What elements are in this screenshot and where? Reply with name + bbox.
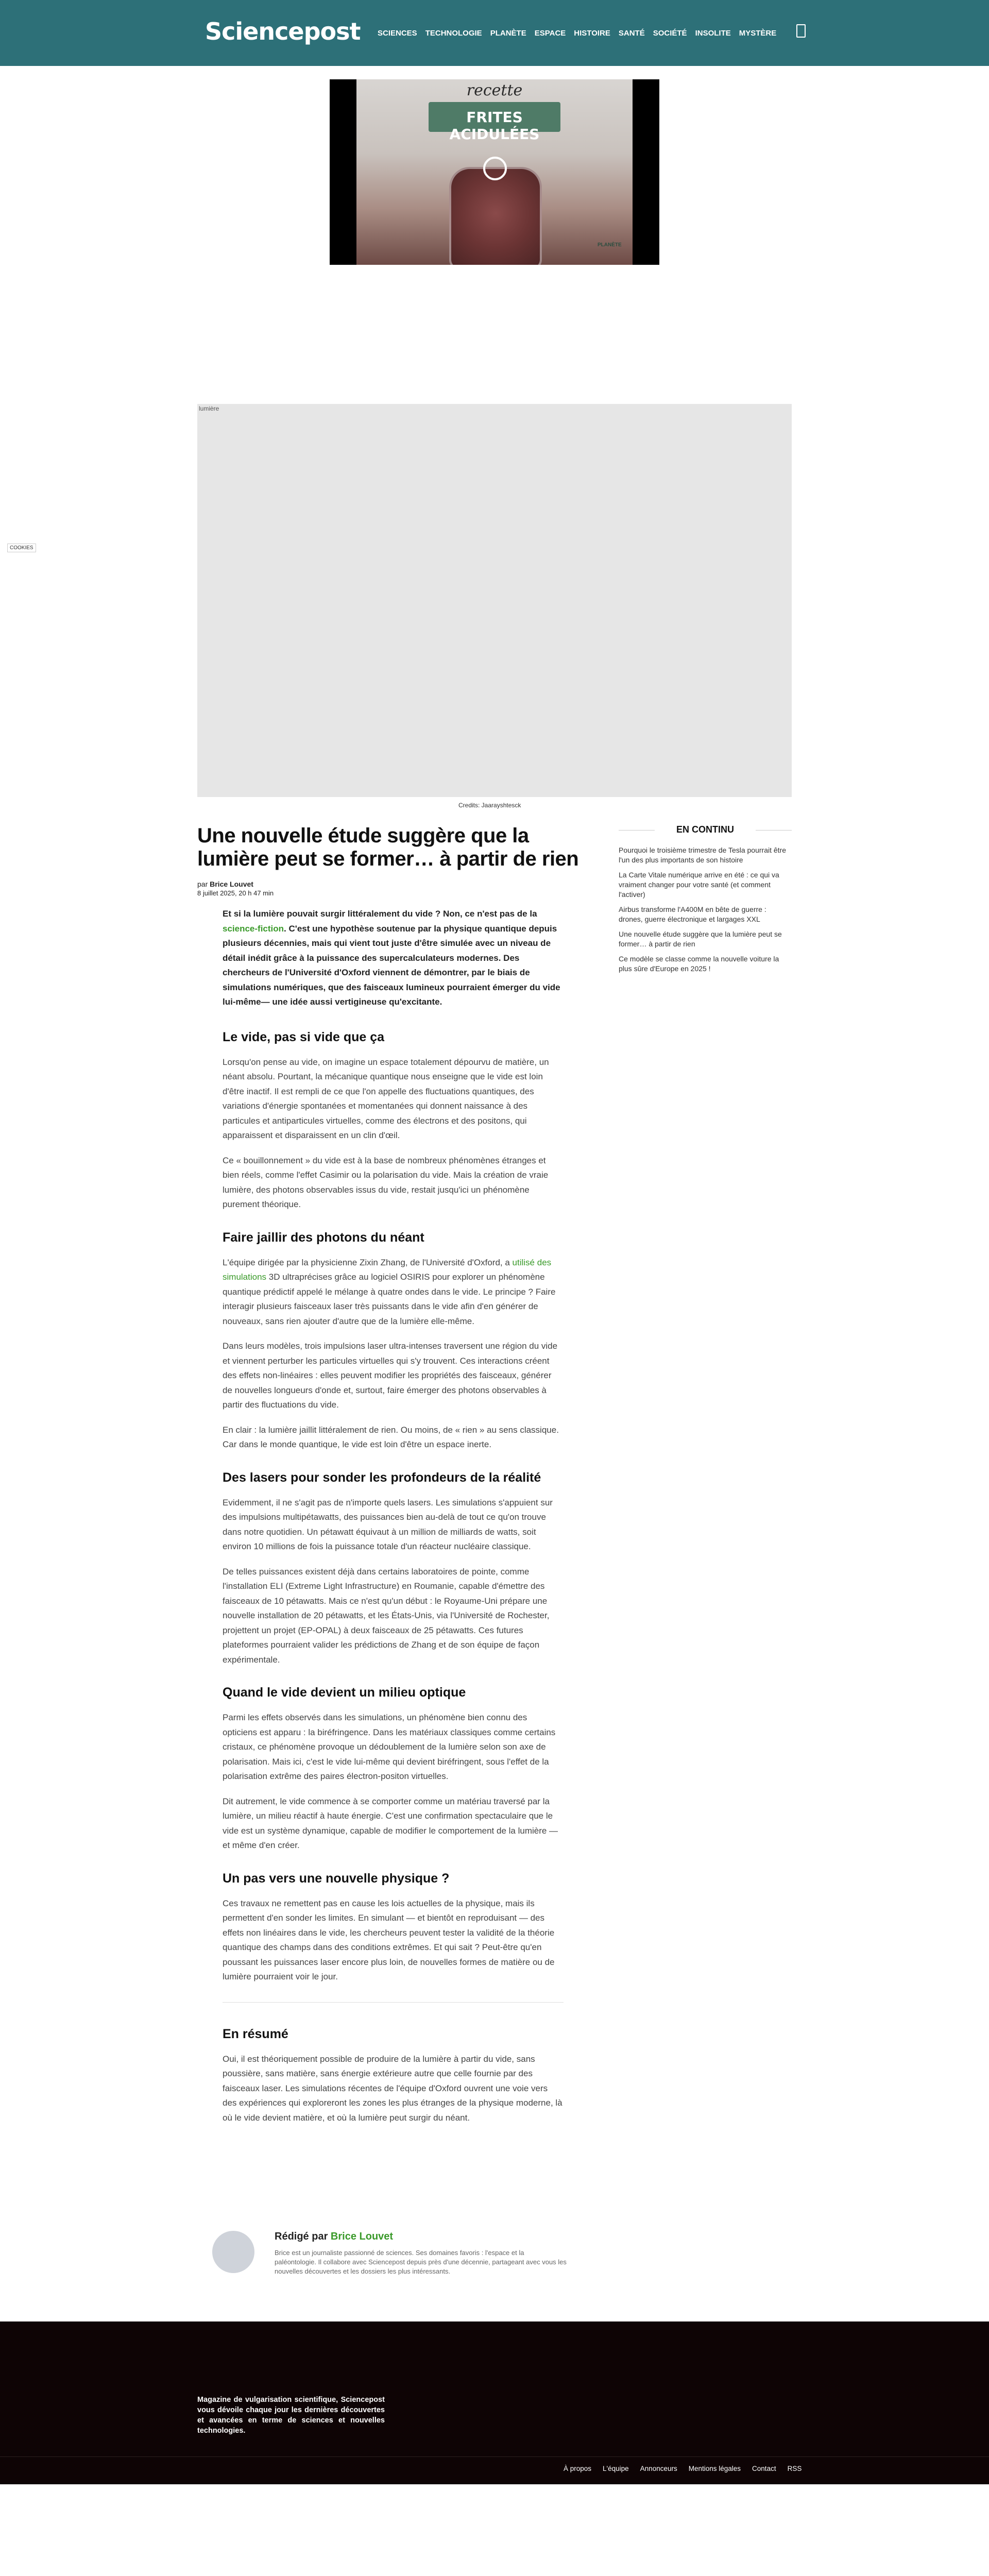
byline-author[interactable]: Brice Louvet xyxy=(210,880,253,888)
lede-link[interactable]: science-fiction xyxy=(223,923,284,934)
section-3 xyxy=(223,1470,564,1668)
author-bio: Brice est un journaliste passionné de sciences. Ses domaines favoris : l'espace et la paléontologie. Il collabore avec Sciencepost depuis près d'une décennie, partageant avec vous les nouvelles découvertes et les dossiers les plus intéressants. xyxy=(275,2249,567,2275)
ad-title-box xyxy=(429,102,560,143)
section-summary xyxy=(223,2026,564,2126)
paragraph: Dans leurs modèles, trois impulsions laser ultra-intenses traversent une région du vide et viennent perturber les particules virtuelles qui s'y trouvent. Ces interactions créent des effets non-linéaires : elles peuvent modifier les propriétés des faisceaux, générer de nouvelles longueurs d'onde et, surtout, faire émerger des photons observables à partir des fluctuations du vide. xyxy=(223,1341,558,1410)
section-5 xyxy=(223,1871,564,1985)
site-logo[interactable]: Sciencepost xyxy=(205,18,361,45)
site-footer xyxy=(0,2321,989,2484)
section-heading: Des lasers pour sonder les profondeurs de la réalité xyxy=(223,1470,541,1485)
article-title: Une nouvelle étude suggère que la lumière peut se former… à partir de rien xyxy=(197,824,579,870)
cookies-button[interactable]: COOKIES xyxy=(7,544,36,552)
paragraph-text-1: L'équipe dirigée par la physicienne Zixin Zhang, de l'Université d'Oxford, a xyxy=(223,1257,513,1267)
nav-item-societe[interactable]: SOCIÉTÉ xyxy=(653,29,687,38)
ad-video[interactable] xyxy=(330,79,659,265)
section-heading: Un pas vers une nouvelle physique ? xyxy=(223,1871,450,1886)
paragraph: Evidemment, il ne s'agit pas de n'importe quels lasers. Les simulations s'appuient sur des impulsions multipétawatts, des puissances bien au-delà de tout ce qu'on trouve dans notre quotidien. Un pétawatt équivaut à un million de milliards de watts, soit environ 10 millions de fois la puissance totale d'un réacteur nucléaire classique. xyxy=(223,1497,553,1551)
paragraph: Oui, il est théoriquement possible de produire de la lumière à partir du vide, sans poussière, sans matière, sans énergie extérieure autre que celle fournie par des faisceaux laser. Les simulations récentes de l'équipe d'Oxford ouvrent une voie vers des expériences qui exploreront les zones les plus étranges de la physique moderne, là où le vide devient matière, et où la lumière peut surgir du néant. xyxy=(223,2054,562,2123)
sidebar-item[interactable]: Pourquoi le troisième trimestre de Tesla pourrait être l'un des plus importants de son histoire xyxy=(619,846,787,864)
section-heading: En résumé xyxy=(223,2026,288,2041)
ad-brand: PLANÈTE xyxy=(598,242,622,248)
footer-link-annonceurs[interactable]: Annonceurs xyxy=(640,2465,677,2472)
sidebar-item[interactable]: Une nouvelle étude suggère que la lumière peut se former… à partir de rien xyxy=(619,930,782,948)
paragraph: Ce « bouillonnement » du vide est à la base de nombreux phénomènes étranges et bien réels, comme l'effet Casimir ou la polarisation du vide. Mais la création de vraie lumière, des photons observables issus du vide, restait jusqu'ici un phénomène purement théorique. xyxy=(223,1155,549,1209)
footer-nav xyxy=(564,2465,813,2472)
avatar[interactable] xyxy=(212,2231,254,2273)
footer-link-mentions-legales[interactable]: Mentions légales xyxy=(688,2465,741,2472)
paragraph xyxy=(223,1256,564,1329)
section-4 xyxy=(223,1685,564,1853)
lede-text-2: . C'est une hypothèse soutenue par la physique quantique depuis plusieurs décennies, mais qui vient tout juste d'être simulée avec un niveau de détail inédit grâce à la puissance des supercalculateurs modernes. Des chercheurs de l'Université d'Oxford viennent de démontrer, par le biais de simulations numériques, que des faisceaux lumineux pourraient émerger du vide lui-même— une idée aussi vertigineuse qu'excitante. xyxy=(223,923,560,1007)
nav-item-histoire[interactable]: HISTOIRE xyxy=(574,29,610,38)
author-link[interactable]: Brice Louvet xyxy=(330,2231,394,2242)
site-header xyxy=(0,0,989,66)
author-prefix: Rédigé par xyxy=(275,2231,328,2242)
nav-item-insolite[interactable]: INSOLITE xyxy=(695,29,731,38)
nav-item-planete[interactable]: PLANÈTE xyxy=(490,29,526,38)
section-1 xyxy=(223,1029,564,1212)
article-lede xyxy=(223,907,564,1010)
ad-title: FRITES ACIDULÉES xyxy=(449,109,540,143)
footer-link-a-propos[interactable]: À propos xyxy=(564,2465,592,2472)
nav-item-sante[interactable]: SANTÉ xyxy=(618,29,645,38)
lede-text-1: Et si la lumière pouvait surgir littéralement du vide ? Non, ce n'est pas de la xyxy=(223,909,537,919)
section-heading: Quand le vide devient un milieu optique xyxy=(223,1685,466,1700)
footer-link-equipe[interactable]: L'équipe xyxy=(603,2465,629,2472)
hero-image-alt: lumière xyxy=(199,405,219,412)
ad-video-frame xyxy=(356,79,633,265)
footer-link-rss[interactable]: RSS xyxy=(787,2465,802,2472)
byline-prefix: par xyxy=(197,880,208,888)
paragraph: Dit autrement, le vide commence à se comporter comme un matériau traversé par la lumière, un milieu réactif à haute énergie. C'est une confirmation spectaculaire que le vide est un système dynamique, capable de modifier le comportement de la lumière — et même d'en créer. xyxy=(223,1796,558,1850)
image-credit: Credits: Jaarayshtesck xyxy=(458,802,521,809)
sidebar-heading: EN CONTINU xyxy=(619,824,792,835)
sidebar-en-continu xyxy=(619,824,792,979)
sidebar-item[interactable]: Ce modèle se classe comme la nouvelle voiture la plus sûre d'Europe en 2025 ! xyxy=(619,955,779,973)
paragraph: Ces travaux ne remettent pas en cause les lois actuelles de la physique, mais ils permettent d'en sonder les limites. En simulant — et bientôt en reproduisant — des effets non linéaires dans le vide, les chercheurs peuvent tester la validité de la théorie quantique des champs dans des conditions extrêmes. Et qui sait ? Peut-être qu'en poussant les puissances laser encore plus loin, de nouvelles formes de matière ou de lumière pourraient voir le jour. xyxy=(223,1898,555,1981)
paragraph: En clair : la lumière jaillit littéralement de rien. Ou moins, de « rien » au sens classique. Car dans le monde quantique, le vide est loin d'être un espace inerte. xyxy=(223,1425,559,1449)
section-heading: Le vide, pas si vide que ça xyxy=(223,1029,385,1044)
section-heading: Faire jaillir des photons du néant xyxy=(223,1230,424,1245)
nav-item-espace[interactable]: ESPACE xyxy=(534,29,566,38)
hero-image xyxy=(197,404,792,797)
divider xyxy=(223,2002,564,2003)
sidebar-item[interactable]: Airbus transforme l'A400M en bête de guerre : drones, guerre électronique et largages XXL xyxy=(619,905,766,923)
footer-link-contact[interactable]: Contact xyxy=(752,2465,776,2472)
paragraph-text-2: 3D ultraprécises grâce au logiciel OSIRIS pour explorer un phénomène quantique prédictif appelé le mélange à quatre ondes dans le vide. Le principe ? Faire interagir plusieurs faisceaux laser très puissants dans le vide afin d'en générer de nouveaux, sans rien ajouter d'autre que de la lumière elle-même. xyxy=(223,1272,556,1326)
main-nav xyxy=(378,29,785,38)
nav-item-mystere[interactable]: MYSTÈRE xyxy=(739,29,777,38)
paragraph: De telles puissances existent déjà dans certains laboratoires de pointe, comme l'installation ELI (Extreme Light Infrastructure) en Roumanie, capable d'émettre des faisceaux de 10 pétawatts. Mais ce n'est qu'un début : le Royaume-Uni prépare une nouvelle installation de 20 pétawatts, et les États-Unis, via l'Université de Rochester, projettent un projet (EP-OPAL) à deux faisceaux de 25 pétawatts. Ces futures plateformes pourraient valider les prédictions de Zhang et de son équipe de façon expérimentale. xyxy=(223,1566,550,1665)
section-2 xyxy=(223,1230,564,1452)
footer-tagline: Magazine de vulgarisation scientifique, Sciencepost vous dévoile chaque jour les dernières découvertes et avancées en terme de sciences et nouvelles technologies. xyxy=(197,2396,385,2435)
sidebar-item[interactable]: La Carte Vitale numérique arrive en été : ce qui va vraiment changer pour votre santé (et comment l'activer) xyxy=(619,871,779,899)
nav-item-sciences[interactable]: SCIENCES xyxy=(378,29,417,38)
publish-date: 8 juillet 2025, 20 h 47 min xyxy=(197,889,274,897)
simulations-link[interactable]: utilisé des simulations xyxy=(223,1257,552,1282)
byline xyxy=(197,880,253,888)
footer-divider xyxy=(0,2456,989,2457)
replay-icon[interactable] xyxy=(483,157,507,180)
jar-image xyxy=(449,167,542,265)
author-name xyxy=(275,2231,393,2243)
article-body xyxy=(223,907,564,2143)
paragraph: Lorsqu'on pense au vide, on imagine un espace totalement dépourvu de matière, un néant absolu. Pourtant, la mécanique quantique nous enseigne que le vide est loin d'être inactif. Il est rempli de ce que l'on appelle des fluctuations quantiques, des variations d'énergie spontanées et momentanées qui donnent naissance à des particules et antiparticules virtuelles, comme des électrons et des positons, qui apparaissent et disparaissent en un clin d'œil. xyxy=(223,1057,549,1140)
search-icon[interactable] xyxy=(796,24,806,38)
nav-item-technologie[interactable]: TECHNOLOGIE xyxy=(425,29,482,38)
ad-script-text: recette xyxy=(466,81,523,99)
paragraph: Parmi les effets observés dans les simulations, un phénomène bien connu des opticiens est apparu : la biréfringence. Dans les matériaux classiques comme certains cristaux, ce phénomène provoque un dédoublement de la lumière selon son axe de polarisation. Mais ici, c'est le vide lui-même qui devient biréfringent, sous l'effet de la polarisation extrême des paires électron-positon virtuelles. xyxy=(223,1713,556,1781)
